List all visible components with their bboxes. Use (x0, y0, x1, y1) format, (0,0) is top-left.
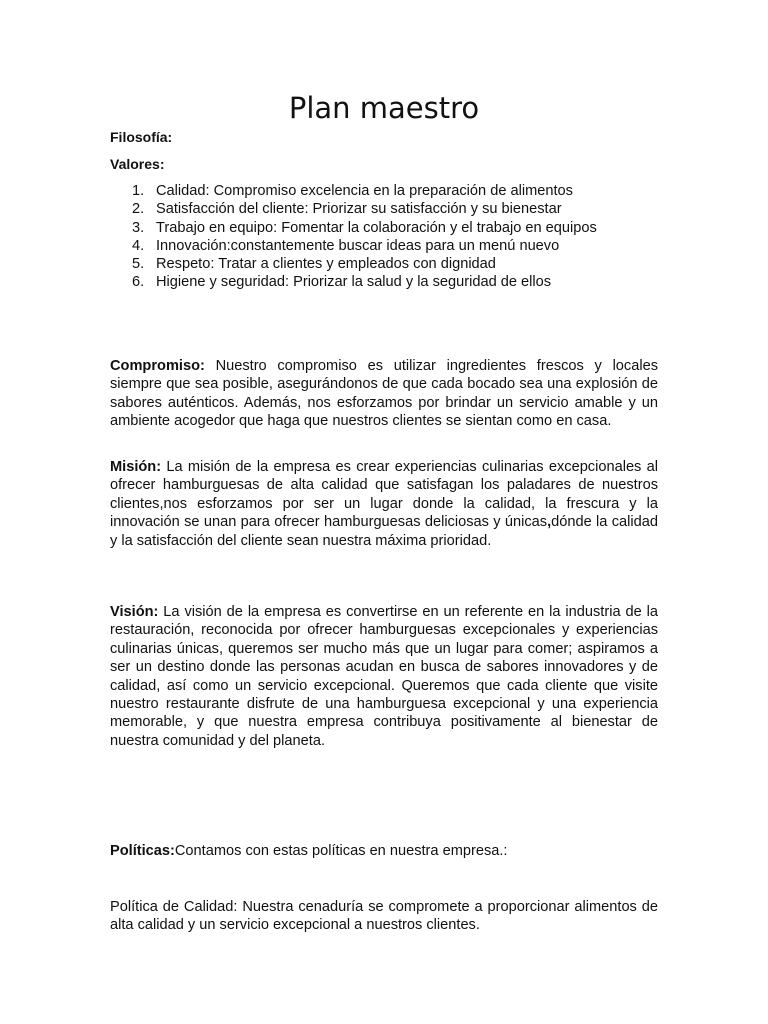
list-item-text: Higiene y seguridad: Priorizar la salud y la seguridad de ellos (156, 274, 552, 291)
list-item-text: Respeto: Tratar a clientes y empleados con dignidad (156, 256, 496, 273)
vision-paragraph (110, 603, 658, 750)
list-item (110, 219, 670, 237)
list-item (110, 182, 670, 200)
valores-label: Valores: (110, 156, 165, 172)
list-item (110, 255, 670, 273)
politicas-label: Políticas: (110, 843, 175, 859)
politicas-text: Contamos con estas políticas en nuestra empresa.: (174, 843, 508, 859)
list-item-number: 5. (132, 256, 145, 273)
politica-calidad-text: Política de Calidad: Nuestra cenaduría se compromete a proporcionar alimentos de alta calidad y un servicio excepcional a nuestros clientes. (110, 899, 658, 934)
valores-list (110, 182, 670, 292)
mision-text-end: dónde la calidad y la satisfacción del cliente sean nuestra máxima prioridad. (110, 514, 658, 549)
compromiso-text: Nuestro compromiso es utilizar ingredientes frescos y locales siempre que sea posible, asegurándonos de que cada bocado sea una explosión de sabores auténticos. Además, nos esforzamos por brindar un servicio amable y un ambiente acogedor que haga que nuestros clientes se sientan como en casa. (110, 358, 658, 430)
mision-paragraph (110, 458, 658, 550)
list-item-number: 2. (132, 201, 145, 218)
politicas-paragraph (110, 842, 658, 860)
list-item-text: Calidad: Compromiso excelencia en la preparación de alimentos (156, 183, 573, 199)
document-title: Plan maestro (288, 91, 480, 125)
vision-label: Visión: (110, 604, 159, 620)
politica-calidad-paragraph (110, 898, 658, 935)
list-item-number: 1. (132, 183, 145, 199)
compromiso-label: Compromiso: (110, 358, 205, 374)
mision-text: La misión de la empresa es crear experiencias culinarias excepcionales al ofrecer hamburguesas de alta calidad que satisfagan los paladares de nuestros clientes,nos esforzamos por ser un lugar donde la calidad, la frescura y la innovación se unan para ofrecer hamburguesas deliciosas y únicas (110, 459, 658, 531)
list-item-text: Trabajo en equipo: Fomentar la colaboración y el trabajo en equipos (156, 219, 597, 236)
list-item (110, 237, 670, 255)
list-item-number: 6. (132, 274, 145, 291)
list-item (110, 200, 670, 218)
mision-label: Misión: (110, 459, 162, 475)
vision-text: La visión de la empresa es convertirse en un referente en la industria de la restauración, reconocida por ofrecer hamburguesas excepcionales y experiencias culinarias únicas, queremos ser mucho más que un lugar para comer; aspiramos a ser un destino donde las personas acudan en busca de sabores innovadores y de calidad, así como un servicio excepcional. Queremos que cada cliente que visite nuestro restaurante disfrute de una hamburguesa excepcional y una experiencia memorable, y que nuestra empresa contribuya positivamente al bienestar de nuestra comunidad y del planeta. (110, 604, 658, 749)
list-item-text: Satisfacción del cliente: Priorizar su satisfacción y su bienestar (156, 201, 562, 218)
compromiso-paragraph (110, 357, 658, 431)
list-item-number: 3. (132, 219, 145, 236)
mision-bold-comma: , (547, 514, 552, 531)
list-item (110, 273, 670, 291)
filosofia-label: Filosofía: (110, 129, 173, 145)
list-item-number: 4. (132, 237, 145, 254)
list-item-text: Innovación:constantemente buscar ideas para un menú nuevo (156, 237, 560, 254)
